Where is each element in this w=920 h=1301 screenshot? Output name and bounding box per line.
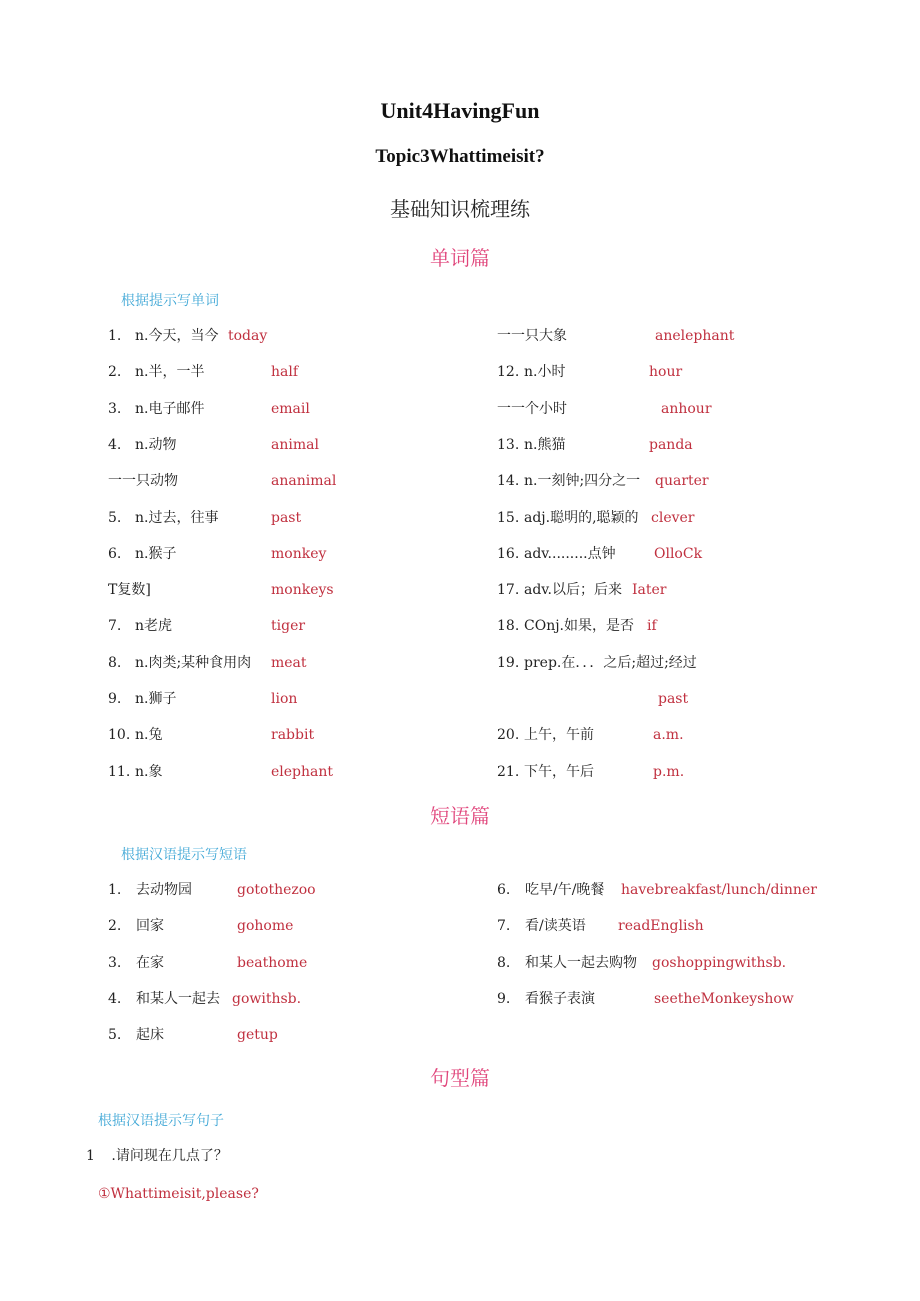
item-answer: seetheMonkeyshow (654, 990, 794, 1007)
sentence-item (86, 1147, 228, 1165)
item-answer: past (658, 691, 689, 707)
item-answer: panda (649, 436, 693, 453)
page-heading: 基础知识梳理练 (390, 197, 530, 221)
item-number: 5. (108, 509, 122, 526)
instruction-sentences: 根据汉语提示写句子 (98, 1113, 224, 1129)
item-answer: readEnglish (618, 918, 704, 935)
item-answer: a.m. (653, 727, 684, 744)
item-prompt: COnj.如果，是否 (524, 618, 634, 635)
item-answer: past (271, 509, 302, 526)
item-number: 17. (497, 582, 520, 599)
instruction-phrases: 根据汉语提示写短语 (121, 847, 247, 863)
item-prompt: 下午，午后 (524, 763, 594, 780)
item-answer: meat (271, 654, 307, 671)
item-answer: quarter (655, 473, 709, 490)
section-title-words: 单词篇 (430, 246, 490, 270)
item-answer: anhour (661, 400, 712, 417)
item-number: 7. (497, 918, 511, 935)
item-number: 14. (497, 473, 520, 490)
item-answer: email (271, 400, 310, 417)
item-prompt: 在家 (136, 954, 164, 971)
item-prompt: n老虎 (135, 618, 173, 635)
item-prompt: adj.聪明的,聪颖的 (524, 509, 639, 526)
item-answer: rabbit (271, 727, 315, 744)
item-prompt: 看猴子表演 (525, 990, 595, 1007)
item-answer: hour (649, 364, 683, 381)
item-number: 15. (497, 509, 520, 526)
sentence-prompt: .请问现在几点了？ (111, 1148, 228, 1164)
item-number: 3. (108, 400, 122, 417)
item-prompt: n.半，一半 (135, 364, 205, 381)
item-answer: clever (651, 509, 695, 526)
item-prompt: n.兔 (135, 727, 163, 744)
instruction-words: 根据提示写单词 (121, 293, 219, 309)
item-answer: havebreakfast/lunch/dinner (621, 882, 817, 898)
item-prompt: 上午，午前 (524, 727, 594, 744)
item-prompt: adv.以后；后来 (524, 582, 623, 599)
item-number: 20. (497, 727, 520, 744)
item-answer: half (271, 364, 299, 381)
item-number: 21. (497, 763, 520, 780)
item-number: 7. (108, 618, 122, 635)
section-title-sentences: 句型篇 (430, 1066, 490, 1090)
item-answer: monkeys (271, 582, 334, 599)
item-answer: gotothezoo (237, 882, 316, 898)
item-prompt: n.过去，往事 (135, 509, 219, 526)
item-answer: lion (271, 691, 298, 707)
item-prompt: 去动物园 (136, 882, 192, 898)
item-number: 4. (108, 990, 122, 1007)
item-prompt: n.肉类;某种食用肉 (135, 654, 252, 671)
item-number: 19. (497, 654, 520, 671)
item-number: 6. (497, 882, 511, 898)
item-number: 5. (108, 1027, 122, 1044)
item-answer: if (647, 618, 657, 635)
item-answer: ananimal (271, 473, 337, 490)
item-answer: today (228, 328, 268, 344)
item-prompt: n.狮子 (135, 691, 177, 707)
item-prompt: prep.在．．．之后;超过;经过 (524, 654, 697, 671)
item-number: 9. (108, 691, 122, 707)
sentence-number: 1 (86, 1148, 95, 1164)
item-answer: elephant (271, 763, 334, 780)
item-answer: Iater (632, 582, 667, 599)
item-answer: animal (271, 436, 319, 453)
item-prompt: n.一刻钟;四分之一 (524, 473, 641, 490)
item-number: 2. (108, 918, 122, 935)
item-answer: getup (237, 1027, 278, 1044)
item-number: 1. (108, 328, 122, 344)
item-answer: gowithsb. (232, 990, 302, 1007)
item-prompt: n.小时 (524, 364, 566, 381)
item-number: 1. (108, 882, 122, 898)
item-number: 18. (497, 618, 520, 635)
item-prompt: n.电子邮件 (135, 400, 205, 417)
item-prompt: adv.........点钟 (524, 545, 616, 562)
item-number: 8. (108, 654, 122, 671)
item-prompt: n.动物 (135, 436, 177, 453)
item-prompt: 和某人一起去 (136, 990, 220, 1007)
item-answer: p.m. (653, 763, 685, 780)
item-prompt: 一一个小时 (497, 400, 567, 417)
sentence-answer: ①Whattimeisit,please? (98, 1186, 259, 1202)
item-number: 3. (108, 954, 122, 971)
page-title: Unit4HavingFun (380, 98, 540, 123)
item-answer: OlloCk (654, 545, 703, 562)
item-number: 9. (497, 990, 511, 1007)
item-prompt: 吃早/午/晚餐 (525, 882, 605, 898)
item-number: 2. (108, 364, 122, 381)
section-title-phrases: 短语篇 (430, 804, 490, 828)
item-number: 16. (497, 545, 520, 562)
item-prompt: 回家 (136, 918, 164, 935)
item-number: 4. (108, 436, 122, 453)
item-prompt: 看/读英语 (525, 918, 586, 935)
item-number: 8. (497, 954, 511, 971)
item-prompt: 一一只动物 (108, 473, 178, 490)
item-answer: anelephant (655, 328, 735, 344)
item-prompt: 和某人一起去购物 (525, 954, 637, 971)
item-answer: monkey (271, 545, 327, 562)
item-number: 13. (497, 436, 520, 453)
item-prompt: T复数] (108, 582, 151, 599)
item-answer: goshoppingwithsb. (652, 954, 787, 971)
item-number: 10. (108, 727, 131, 744)
item-number: 11. (108, 763, 131, 780)
item-answer: beathome (237, 954, 308, 971)
item-prompt: 起床 (136, 1027, 164, 1044)
item-answer: tiger (271, 618, 306, 635)
item-prompt: n.象 (135, 763, 163, 780)
item-number: 12. (497, 364, 520, 381)
item-prompt: 一一只大象 (497, 328, 567, 344)
page-subtitle: Topic3Whattimeisit? (375, 146, 545, 167)
item-answer: gohome (237, 918, 294, 935)
item-prompt: n.猴子 (135, 545, 177, 562)
item-prompt: n.熊猫 (524, 436, 566, 453)
item-prompt: n.今天，当今 (135, 328, 219, 344)
item-number: 6. (108, 545, 122, 562)
